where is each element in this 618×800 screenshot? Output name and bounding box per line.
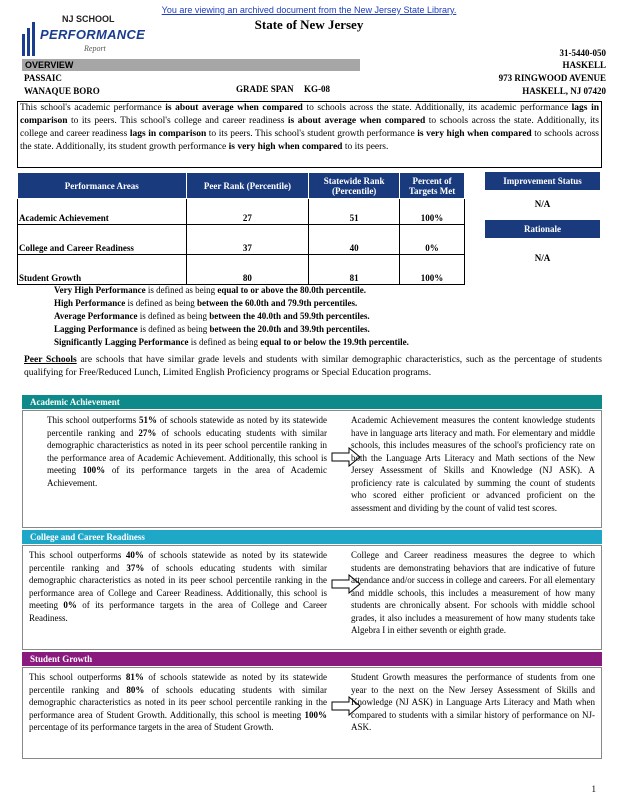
body-text: percentage of its performance targets in the area of Student Growth. (29, 722, 274, 732)
definition-line (54, 297, 409, 310)
section-box (22, 667, 602, 759)
school-city: HASKELL, NJ 07420 (522, 86, 606, 96)
definition-range: between the 40.0th and 59.9th percentiles. (209, 311, 370, 321)
section-summary (29, 671, 327, 734)
peer-schools-term: Peer Schools (24, 355, 77, 365)
nj-school-performance-logo (14, 14, 146, 60)
definition-mid: is defined as being (188, 337, 261, 347)
body-text: of schools educating students with similar demographic characteristics as noted in its peer school percentile ranking in the performance area of Academic Achievement. Additionally, this school is meeting (47, 427, 328, 475)
body-text: to its peers. This school's college and career readiness (67, 116, 288, 126)
section-description: Student Growth measures the performance of students from one year to the next on the New Jersey Assessment of Skills and Knowledge (NJ ASK) in Language Arts Literacy and Math when compared to students with a similar history of performance on NJ-ASK. (351, 672, 595, 732)
logo-line1: NJ SCHOOL (62, 14, 115, 24)
summary-paragraph (17, 101, 602, 168)
area-cell: Academic Achievement (18, 199, 187, 225)
body-text: of schools educating students with similar demographic characteristics as noted in its peer school percentile ranking in the performance area of Student Growth. Additionally, this school is meeting (29, 684, 328, 720)
rationale-value: N/A (534, 253, 551, 263)
definition-line (54, 310, 409, 323)
grade-span-label: GRADE SPAN (236, 84, 294, 94)
emphasis-text: is very high when compared (417, 129, 532, 139)
emphasis-text: 40% (125, 550, 144, 560)
state-cell: 40 (309, 225, 400, 255)
area-cell: Student Growth (18, 255, 187, 285)
definition-line (54, 336, 409, 349)
body-text: This school's academic performance (20, 103, 166, 113)
emphasis-text: 100% (82, 465, 106, 475)
definition-range: equal to or below the 19.9th percentile. (260, 337, 409, 347)
county-name: PASSAIC (24, 73, 62, 83)
body-text: to schools across the state. Additionally, its student growth performance (20, 129, 599, 152)
definition-mid: is defined as being (137, 311, 210, 321)
body-text: to its peers. This school's student growth performance (206, 129, 418, 139)
section-description: Academic Achievement measures the content knowledge students have in language arts literacy and math. For elementary and middle schools, this includes measures of the school's proficiency rate on both the Language Arts Literacy and Math sections of the New Jersey Assessment of Skills and Knowledge (NJ ASK). A proficiency rate is calculated by summing the count of students who scored either proficient or advanced proficient on the assessment and dividing by the count of valid test scores. (351, 415, 595, 513)
body-text: to its peers. (342, 142, 389, 152)
emphasis-text: lags in comparison (129, 129, 207, 139)
definition-mid: is defined as being (145, 285, 218, 295)
emphasis-text: 100% (304, 709, 327, 720)
body-text: of its performance targets in the area of College and Career Readiness. (29, 600, 327, 623)
section-description: College and Career readiness measures the degree to which students are demonstrating behaviors that are indicative of future attendance and/or success in college and careers. For all elementary and middle schools, this includes a measurement of how many students are chronically absent. For schools with middle school grades, it also includes a measurement of how many students take Algebra I in either seventh or eighth grade. (351, 550, 595, 635)
performance-definitions (54, 284, 409, 349)
table-row (18, 255, 465, 285)
state-title: State of New Jersey (254, 17, 364, 32)
emphasis-text: is very high when compared (228, 142, 343, 152)
col-header-pct: Percent of Targets Met (400, 173, 465, 199)
pct-cell: 100% (400, 199, 465, 225)
peer-cell: 27 (186, 199, 309, 225)
definition-range: between the 20.0th and 39.9th percentiles. (209, 324, 370, 334)
body-text: of schools statewide as noted by its statewide percentile ranking and (29, 550, 328, 573)
area-cell: College and Career Readiness (18, 225, 187, 255)
body-text: to schools across the state. Additionally, its college and career readiness (20, 116, 599, 139)
page-number: 1 (591, 784, 596, 794)
emphasis-text: 0% (63, 600, 77, 610)
state-cell: 51 (309, 199, 400, 225)
definition-term: Average Performance (54, 311, 138, 321)
emphasis-text: 51% (138, 415, 157, 425)
definition-term: High Performance (54, 298, 126, 308)
definition-term: Significantly Lagging Performance (54, 337, 189, 347)
section-summary (47, 414, 327, 489)
district-name: WANAQUE BORO (24, 86, 100, 96)
body-text: of its performance targets in the area of Academic Achievement. (47, 465, 327, 488)
emphasis-text: 80% (126, 684, 145, 695)
logo-line3: Report (84, 44, 106, 53)
definition-range: between the 60.0th and 79.9th percentiles. (196, 298, 358, 308)
col-header-area: Performance Areas (18, 173, 187, 199)
section-header: Academic Achievement (22, 395, 602, 409)
emphasis-text: lags in comparison (20, 103, 600, 126)
archive-notice-link[interactable]: You are viewing an archived document from the New Jersey State Library. (161, 5, 457, 15)
table-row (18, 199, 465, 225)
improvement-status-header: Improvement Status (485, 172, 600, 190)
definition-mid: is defined as being (125, 298, 197, 308)
performance-table (17, 172, 465, 285)
pct-cell: 0% (400, 225, 465, 255)
definition-line (54, 323, 409, 336)
body-text: of schools statewide as noted by its statewide percentile ranking and (47, 415, 327, 438)
col-header-state: Statewide Rank (Percentile) (309, 173, 400, 199)
state-cell: 81 (309, 255, 400, 285)
body-text: to schools across the state. Additionally, its academic performance (302, 103, 572, 113)
overview-label: OVERVIEW (22, 59, 360, 71)
peer-cell: 80 (186, 255, 309, 285)
improvement-status-value: N/A (534, 199, 551, 209)
section-box (22, 545, 602, 650)
rationale-header: Rationale (485, 220, 600, 238)
table-row (18, 225, 465, 255)
body-text: This school outperforms (29, 550, 126, 560)
school-code: 31-5440-050 (559, 48, 606, 58)
emphasis-text: 81% (125, 672, 144, 682)
col-header-peer: Peer Rank (Percentile) (186, 173, 309, 199)
section-box (22, 410, 602, 528)
definition-term: Lagging Performance (54, 324, 138, 334)
body-text: of schools statewide as noted by its statewide percentile ranking and (29, 672, 328, 695)
section-summary (29, 549, 327, 624)
emphasis-text: is about average when compared (287, 116, 426, 126)
peer-cell: 37 (186, 225, 309, 255)
logo-line2: PERFORMANCE (40, 27, 146, 42)
section-header: College and Career Readiness (22, 530, 602, 544)
body-text: This school outperforms (29, 672, 126, 682)
school-address: 973 RINGWOOD AVENUE (498, 73, 606, 83)
definition-range: equal to or above the 80.0th percentile. (217, 285, 367, 295)
body-text: This school outperforms (47, 415, 139, 425)
peer-schools-paragraph (24, 354, 602, 380)
grade-span-value: KG-08 (304, 84, 330, 94)
definition-line (54, 284, 409, 297)
section-header: Student Growth (22, 652, 602, 666)
definition-term: Very High Performance (54, 285, 146, 295)
peer-schools-text: are schools that have similar grade levels and students with similar demographic characteristics, such as the percentage of students qualifying for Free/Reduced Lunch, Limited English Proficiency programs or Special Education programs. (24, 355, 602, 378)
emphasis-text: is about average when compared (165, 103, 303, 113)
body-text: of schools educating students with similar demographic characteristics as noted in its peer school percentile ranking in the performance area of College and Career Readiness. Additionally, this school is meeting (29, 562, 328, 610)
school-name: HASKELL (562, 60, 606, 70)
definition-mid: is defined as being (137, 324, 210, 334)
emphasis-text: 37% (126, 562, 145, 573)
pct-cell: 100% (400, 255, 465, 285)
emphasis-text: 27% (138, 427, 157, 438)
